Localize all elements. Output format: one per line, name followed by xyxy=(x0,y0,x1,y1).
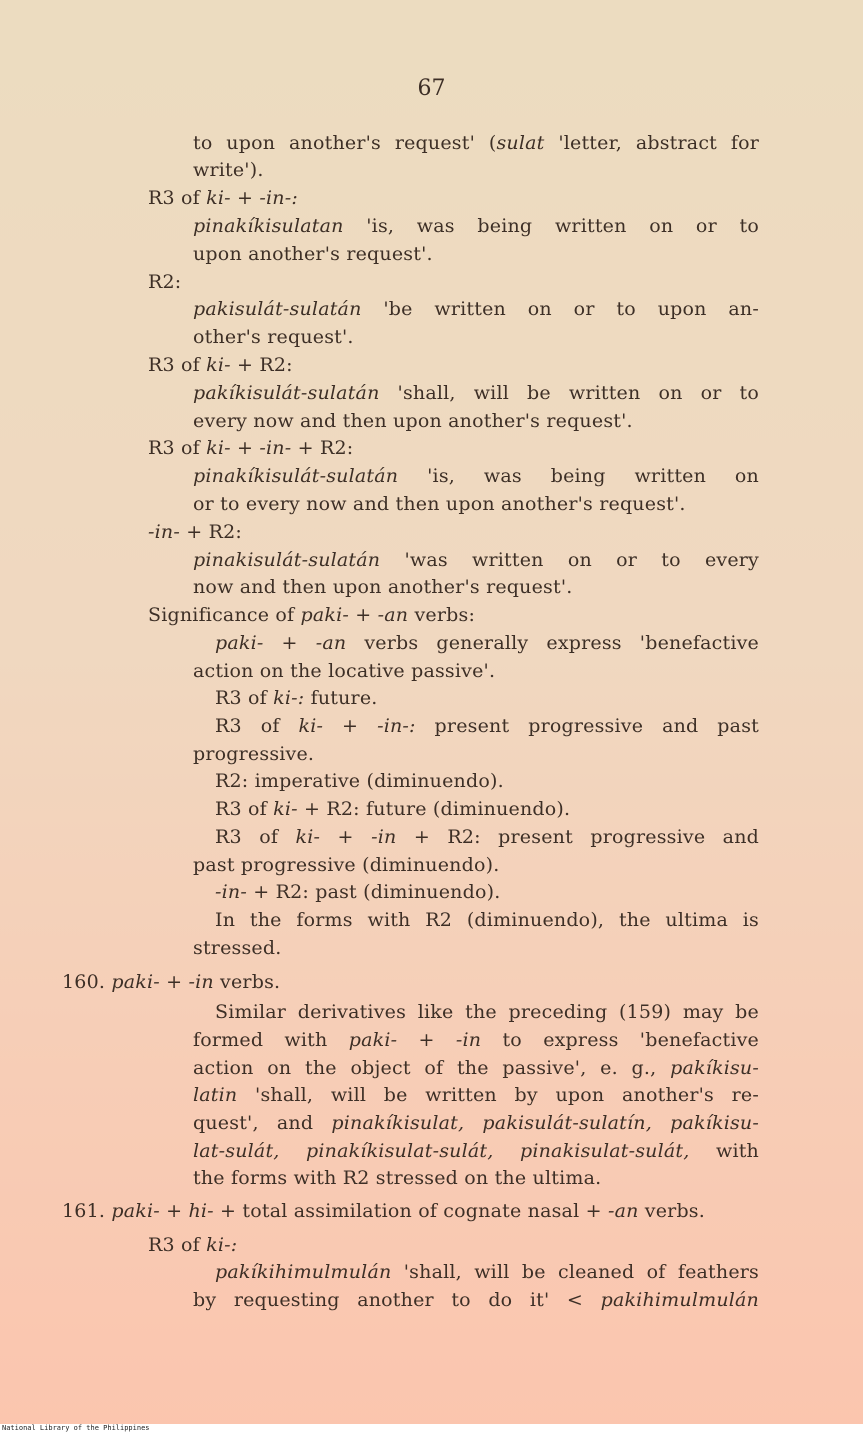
text-line: action on the object of the passive', e. g., pakíkisu- xyxy=(193,1057,759,1079)
text-line: In the forms with R2 (diminuendo), the ultima is xyxy=(215,909,759,931)
text-line: pakíkisulát-sulatán 'shall, will be written on or to xyxy=(193,382,759,404)
text-line: the forms with R2 stressed on the ultima. xyxy=(193,1167,602,1189)
text-line: R3 of ki- + R2: future (diminuendo). xyxy=(215,798,571,820)
text-line: 161. paki- + hi- + total assimilation of cognate nasal + -an verbs. xyxy=(62,1200,705,1222)
text-line: write'). xyxy=(193,159,264,181)
text-line: past progressive (diminuendo). xyxy=(193,854,500,876)
text-line: other's request'. xyxy=(193,326,354,348)
text-line: R3 of ki-: xyxy=(148,1234,238,1256)
text-line: formed with paki- + -in to express 'benefactive xyxy=(193,1029,760,1051)
text-line: R3 of ki- + -in-: xyxy=(148,187,298,209)
footer-bar xyxy=(0,1424,863,1433)
text-line: every now and then upon another's request'. xyxy=(193,410,633,432)
text-line: progressive. xyxy=(193,743,315,765)
text-line: pinakisulát-sulatán 'was written on or to every xyxy=(193,549,759,571)
text-line: action on the locative passive'. xyxy=(193,660,496,682)
text-line: lat-sulát, pinakíkisulat-sulát, pinakisulat-sulát, with xyxy=(193,1140,759,1162)
text-line: paki- + -an verbs generally express 'benefactive xyxy=(215,632,759,654)
text-line: stressed. xyxy=(193,937,282,959)
text-line: R3 of ki-: future. xyxy=(215,687,378,709)
page-number: 67 xyxy=(417,76,446,101)
text-line: -in- + R2: past (diminuendo). xyxy=(215,881,501,903)
text-line: 160. paki- + -in verbs. xyxy=(62,971,281,993)
text-line: upon another's request'. xyxy=(193,243,433,265)
footer-credit: National Library of the Philippines xyxy=(2,1424,150,1432)
text-line: -in- + R2: xyxy=(148,521,242,543)
text-line: by requesting another to do it' < pakihimulmulán xyxy=(193,1289,759,1311)
text-line: R3 of ki- + -in- + R2: xyxy=(148,437,354,459)
text-line: or to every now and then upon another's request'. xyxy=(193,493,686,515)
text-line: Similar derivatives like the preceding (159) may be xyxy=(215,1001,759,1023)
text-line: latin 'shall, will be written by upon another's re- xyxy=(193,1084,759,1106)
text-line: R2: imperative (diminuendo). xyxy=(215,770,504,792)
text-line: quest', and pinakíkisulat, pakisulát-sulatín, pakíkisu- xyxy=(193,1112,759,1134)
text-line: pakisulát-sulatán 'be written on or to upon an- xyxy=(193,298,759,320)
text-line: pinakíkisulát-sulatán 'is, was being written on xyxy=(193,465,759,487)
text-line: R3 of ki- + R2: xyxy=(148,354,293,376)
text-line: now and then upon another's request'. xyxy=(193,576,573,598)
text-line: pinakíkisulatan 'is, was being written on or to xyxy=(193,215,759,237)
text-line: R2: xyxy=(148,271,182,293)
text-line: Significance of paki- + -an verbs: xyxy=(148,604,476,626)
text-line: to upon another's request' (sulat 'letter, abstract for xyxy=(193,132,759,154)
text-line: pakíkihimulmulán 'shall, will be cleaned of feathers xyxy=(215,1261,759,1283)
text-line: R3 of ki- + -in + R2: present progressive and xyxy=(215,826,759,848)
text-line: R3 of ki- + -in-: present progressive and past xyxy=(215,715,759,737)
